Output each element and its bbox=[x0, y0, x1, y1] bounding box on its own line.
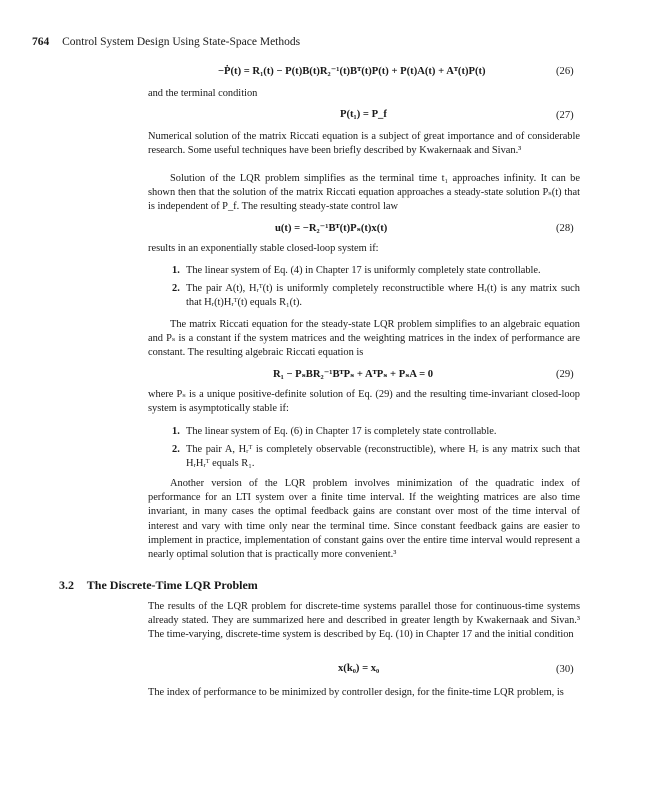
paragraph-another: Another version of the LQR problem involves minimization of the quadratic index of performance for an LTI system over a finite time interval. If the weighting matrices are also time invariant, in many cases the optimal feedback gains are constant over most of the time interval of interest and vary with time only near the terminal time. Since constant feedback gains are easier to implement in practice, implementation of constant gains over the entire time interval would represent a nearly optimal solution that is practically more convenient.³ bbox=[148, 478, 580, 561]
condition-list-item bbox=[172, 425, 580, 439]
condition-list-item bbox=[172, 282, 580, 309]
section-title: The Discrete-Time LQR Problem bbox=[86, 578, 258, 592]
paragraph-results: results in an exponentially stable closed-loop system if: bbox=[148, 243, 379, 254]
equation-30: x(k₀) = x₀ bbox=[338, 663, 380, 674]
condition-list-item bbox=[172, 264, 580, 278]
equation-27: P(t₁) = P_f bbox=[340, 109, 387, 120]
equation-26-number: (26) bbox=[556, 66, 574, 77]
equation-29-number: (29) bbox=[556, 369, 574, 380]
equation-29: R₁ − PₛBR₂⁻¹BᵀPₛ + AᵀPₛ + PₛA = 0 bbox=[273, 369, 434, 380]
list-text: The pair A(t), Hᵣᵀ(t) is uniformly completely reconstructible where Hᵣ(t) is any matrix such that Hᵣ(t)Hᵣᵀ(t) equals R₁(t). bbox=[186, 283, 580, 308]
equation-28: u(t) = −R₂⁻¹Bᵀ(t)Pₛ(t)x(t) bbox=[275, 223, 388, 234]
running-header bbox=[32, 36, 300, 48]
section-number: 3.2 bbox=[59, 578, 74, 592]
page-number: 764 bbox=[32, 36, 50, 48]
equation-28-number: (28) bbox=[556, 223, 574, 234]
paragraph-numerical: Numerical solution of the matrix Riccati equation is a subject of great importance and of considerable research. Some useful techniques have been briefly described by Kwakernaak and Sivan.³ bbox=[148, 131, 580, 157]
condition-list-item bbox=[172, 443, 580, 470]
paragraph-index: The index of performance to be minimized by controller design, for the finite-time LQR problem, is bbox=[148, 687, 564, 698]
list-number: 1. bbox=[172, 426, 180, 437]
list-number: 2. bbox=[172, 283, 180, 294]
paragraph-matrix: The matrix Riccati equation for the steady-state LQR problem simplifies to an algebraic equation and Pₛ is a constant if the system matrices and the weighting matrices in the index of performance are constant. The resulting algebraic Riccati equation is bbox=[148, 319, 580, 359]
list-number: 2. bbox=[172, 444, 180, 455]
equation-26: −Ṗ(t) = R₁(t) − P(t)B(t)R₂⁻¹(t)Bᵀ(t)P(t) + P(t)A(t) + Aᵀ(t)P(t) bbox=[218, 66, 486, 77]
section-heading bbox=[59, 578, 258, 593]
paragraph-terminal: and the terminal condition bbox=[148, 88, 258, 99]
equation-27-number: (27) bbox=[556, 110, 574, 121]
list-number: 1. bbox=[172, 265, 180, 276]
list-text: The linear system of Eq. (6) in Chapter 17 is completely state controllable. bbox=[186, 426, 497, 437]
list-text: The pair A, Hᵣᵀ is completely observable (reconstructible), where Hᵣ is any matrix such that HᵣHᵣᵀ equals R₁. bbox=[186, 444, 580, 469]
running-title: Control System Design Using State-Space Methods bbox=[62, 36, 301, 48]
equation-30-number: (30) bbox=[556, 664, 574, 675]
paragraph-discrete: The results of the LQR problem for discrete-time systems parallel those for continuous-time systems already stated. They are summarized here and described in greater length by Kwakernaak and Sivan.³ The time-varying, discrete-time system is described by Eq. (10) in Chapter 17 and the initial condition bbox=[148, 601, 580, 641]
paragraph-solution: Solution of the LQR problem simplifies as the terminal time t₁ approaches infinity. It can be shown then that the solution of the matrix Riccati equation approaches a steady-state solution Pₛ(t) that is independent of P_f. The resulting steady-state control law bbox=[148, 173, 580, 213]
list-text: The linear system of Eq. (4) in Chapter 17 is uniformly completely state controllable. bbox=[186, 265, 541, 276]
paragraph-where: where Pₛ is a unique positive-definite solution of Eq. (29) and the resulting time-invariant closed-loop system is asymptotically stable if: bbox=[148, 389, 580, 415]
